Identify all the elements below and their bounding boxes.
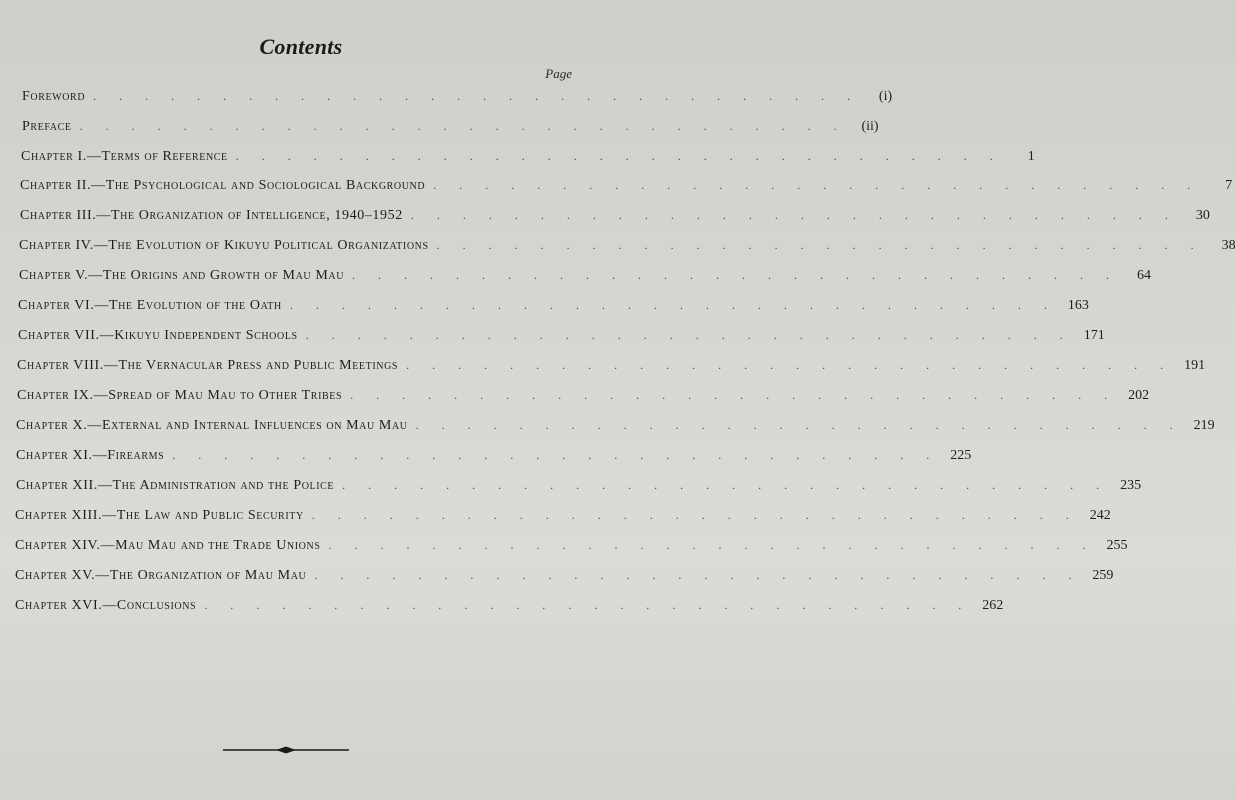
toc-entry-label: Chapter XIII.—The Law and Public Security [15, 508, 304, 523]
toc-entry-page: 191 [1184, 358, 1206, 373]
toc-entry-page: 262 [982, 598, 1004, 613]
toc-entry-chapter-9[interactable] [17, 388, 1150, 410]
toc-entry-label: Chapter I.—Terms of Reference [21, 149, 228, 164]
toc-leader: . . . . . . . . . . . . . . . . . . . . . . . . . . . . . . [235, 149, 1003, 163]
toc-leader: . . . . . . . . . . . . . . . . . . . . . . . . . . . . . . [352, 268, 1120, 282]
toc-entry-label: Chapter XIV.—Mau Mau and the Trade Unions [15, 538, 321, 553]
toc-entry-label: Chapter VII.—Kikuyu Independent Schools [18, 328, 298, 343]
toc-leader: . . . . . . . . . . . . . . . . . . . . . . . . . . . . . . [406, 358, 1174, 372]
decorative-rule-ornament [223, 746, 349, 754]
toc-leader: . . . . . . . . . . . . . . . . . . . . . . . . . . . . . . [311, 508, 1079, 522]
toc-entry-chapter-11[interactable] [16, 448, 972, 470]
toc-entry-preface[interactable] [22, 119, 879, 141]
toc-entry-chapter-15[interactable] [15, 568, 1114, 590]
toc-entry-label: Chapter XI.—Firearms [16, 448, 165, 463]
toc-leader: . . . . . . . . . . . . . . . . . . . . . . . . . . . . . . [305, 328, 1073, 342]
toc-leader: . . . . . . . . . . . . . . . . . . . . . . . . . . . . . . [93, 89, 861, 103]
toc-entry-chapter-1[interactable] [21, 149, 1035, 171]
toc-entry-page: 38 [1221, 238, 1236, 253]
toc-entry-page: 163 [1067, 298, 1089, 313]
toc-entry-label: Chapter V.—The Origins and Growth of Mau Mau [19, 268, 345, 283]
toc-entry-page: 219 [1193, 418, 1215, 433]
toc-entry-chapter-5[interactable] [19, 268, 1152, 290]
page-title: Contents [259, 34, 343, 59]
toc-entry-page: 242 [1089, 508, 1111, 523]
page-column-label: Page [545, 66, 572, 81]
toc-entry-page: 64 [1137, 268, 1152, 283]
toc-entry-chapter-12[interactable] [16, 478, 1142, 500]
toc-entry-chapter-16[interactable] [15, 598, 1004, 620]
toc-entry-label: Chapter VI.—The Evolution of the Oath [18, 298, 282, 313]
toc-entry-page: 235 [1120, 478, 1142, 493]
toc-entry-chapter-3[interactable] [20, 208, 1210, 230]
toc-leader: . . . . . . . . . . . . . . . . . . . . . . . . . . . . . . [350, 388, 1118, 402]
toc-entry-label: Chapter II.—The Psychological and Sociological Background [20, 178, 426, 193]
toc-entry-label: Chapter XVI.—Conclusions [15, 598, 197, 613]
toc-entry-chapter-4[interactable] [19, 238, 1236, 260]
toc-entry-chapter-8[interactable] [17, 358, 1206, 380]
toc-leader: . . . . . . . . . . . . . . . . . . . . . . . . . . . . . . [342, 478, 1110, 492]
toc-entry-chapter-7[interactable] [18, 328, 1105, 350]
toc-entry-label: Preface [22, 119, 72, 134]
toc-entry-page: 225 [950, 448, 972, 463]
toc-entry-chapter-13[interactable] [15, 508, 1111, 530]
toc-entry-page: (i) [878, 89, 893, 104]
toc-leader: . . . . . . . . . . . . . . . . . . . . . . . . . . . . . . [79, 119, 847, 133]
toc-leader: . . . . . . . . . . . . . . . . . . . . . . . . . . . . . . [172, 448, 940, 462]
toc-entry-label: Chapter IV.—The Evolution of Kikuyu Political Organizations [19, 238, 429, 253]
toc-leader: . . . . . . . . . . . . . . . . . . . . . . . . . . . . . . [436, 238, 1204, 252]
toc-entry-page: 202 [1128, 388, 1150, 403]
toc-entry-label: Chapter IX.—Spread of Mau Mau to Other Tribes [17, 388, 343, 403]
toc-entry-foreword[interactable] [22, 89, 893, 111]
toc-leader: . . . . . . . . . . . . . . . . . . . . . . . . . . . . . . [328, 538, 1096, 552]
toc-leader: . . . . . . . . . . . . . . . . . . . . . . . . . . . . . . [433, 178, 1201, 192]
toc-leader: . . . . . . . . . . . . . . . . . . . . . . . . . . . . . . [415, 418, 1183, 432]
toc-entry-page: 171 [1083, 328, 1105, 343]
toc-leader: . . . . . . . . . . . . . . . . . . . . . . . . . . . . . . [289, 298, 1057, 312]
toc-entry-label: Chapter XII.—The Administration and the Police [16, 478, 335, 493]
toc-entry-page: 30 [1195, 208, 1210, 223]
toc-entry-page: 7 [1225, 178, 1233, 193]
toc-entry-chapter-2[interactable] [20, 178, 1233, 200]
toc-entry-label: Chapter III.—The Organization of Intelligence, 1940–1952 [20, 208, 403, 223]
toc-entry-chapter-14[interactable] [15, 538, 1128, 560]
toc-leader: . . . . . . . . . . . . . . . . . . . . . . . . . . . . . . [314, 568, 1082, 582]
toc-entry-page: 259 [1092, 568, 1114, 583]
toc-entry-chapter-10[interactable] [16, 418, 1215, 440]
toc-entry-label: Foreword [22, 89, 86, 104]
toc-entry-label: Chapter X.—External and Internal Influences on Mau Mau [16, 418, 408, 433]
toc-entry-page: 1 [1027, 149, 1035, 164]
toc-entry-page: 255 [1106, 538, 1128, 553]
toc-leader: . . . . . . . . . . . . . . . . . . . . . . . . . . . . . . [204, 598, 972, 612]
toc-entry-chapter-6[interactable] [18, 298, 1089, 320]
toc-entry-label: Chapter XV.—The Organization of Mau Mau [15, 568, 307, 583]
toc-entry-page: (ii) [861, 119, 879, 134]
toc-entry-label: Chapter VIII.—The Vernacular Press and Public Meetings [17, 358, 399, 373]
toc-leader: . . . . . . . . . . . . . . . . . . . . . . . . . . . . . . [410, 208, 1178, 222]
